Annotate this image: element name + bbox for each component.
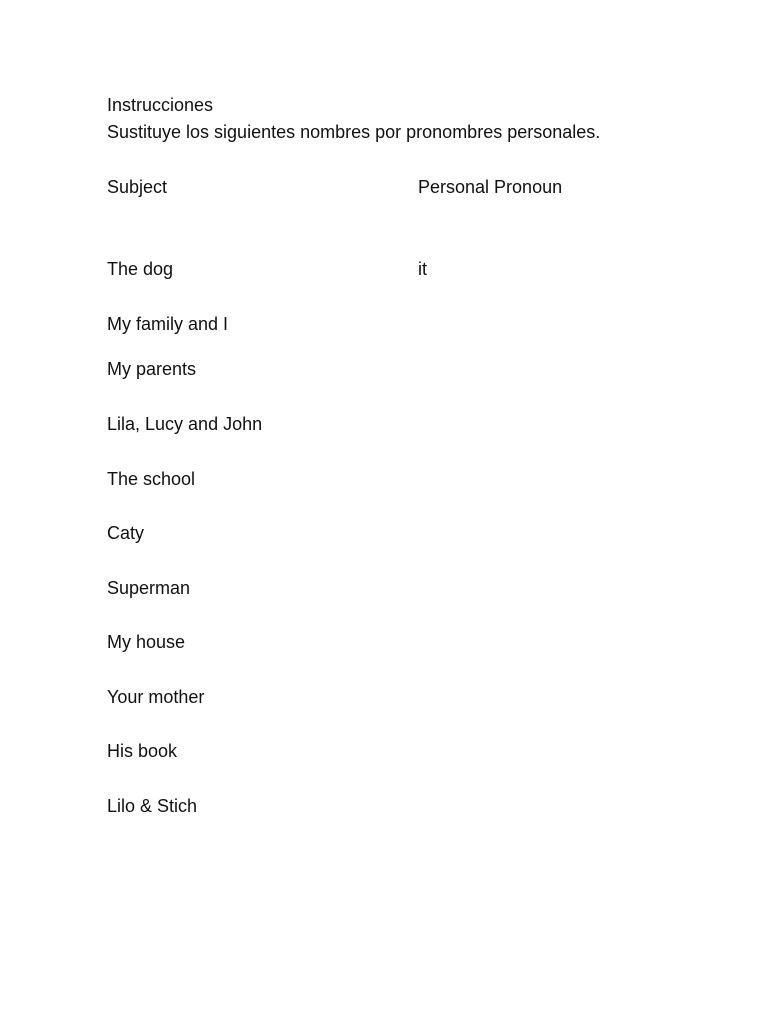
header-personal-pronoun: Personal Pronoun xyxy=(418,177,563,197)
instructions-title: Instrucciones xyxy=(107,95,214,115)
row-subject: My house xyxy=(107,632,186,652)
row-subject: Lila, Lucy and John xyxy=(107,414,263,434)
row-subject: The dog xyxy=(107,259,174,279)
row-subject: My parents xyxy=(107,359,197,379)
row-subject: My family and I xyxy=(107,314,229,334)
header-subject: Subject xyxy=(107,177,168,197)
row-subject: Lilo & Stich xyxy=(107,796,198,816)
row-subject: The school xyxy=(107,469,196,489)
row-subject: Caty xyxy=(107,523,145,543)
row-subject: Superman xyxy=(107,578,191,598)
row-pronoun: it xyxy=(418,259,427,279)
instructions-text: Sustituye los siguientes nombres por pronombres personales. xyxy=(107,122,601,142)
row-subject: His book xyxy=(107,741,178,761)
row-subject: Your mother xyxy=(107,687,205,707)
